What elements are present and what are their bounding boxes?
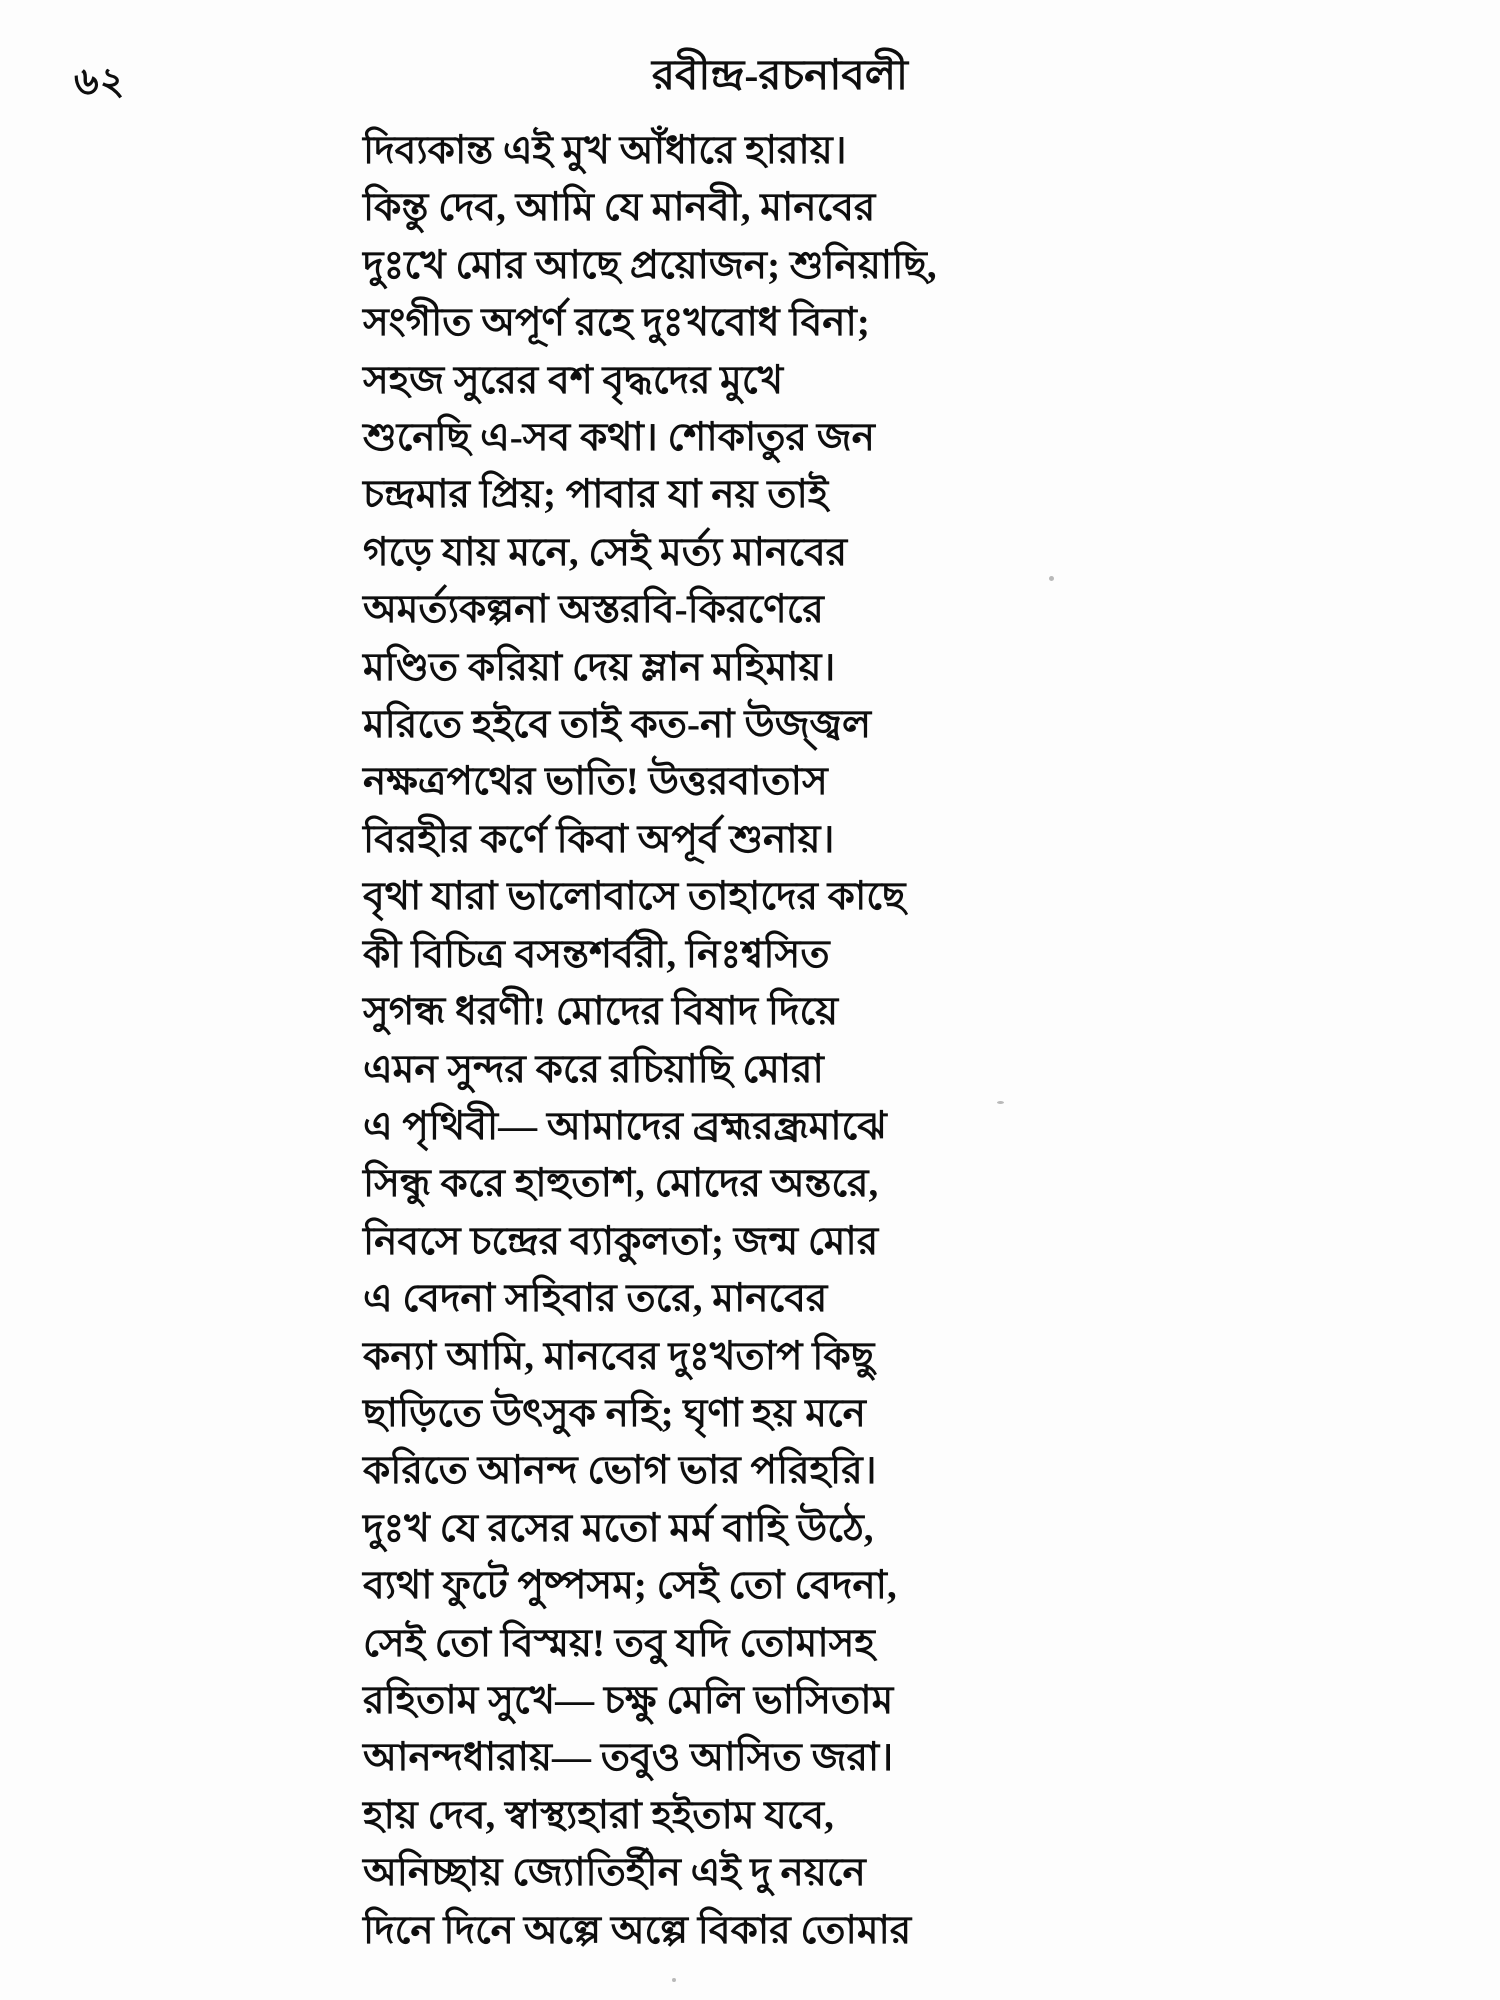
poem-line: ছাড়িতে উৎসুক নহি; ঘৃণা হয় মনে [363, 1391, 866, 1435]
poem-line: সংগীত অপূর্ণ রহে দুঃখবোধ বিনা; [363, 301, 870, 345]
poem-line: দুঃখে মোর আছে প্রয়োজন; শুনিয়াছি, [363, 243, 937, 287]
poem-line: রহিতাম সুখে— চক্ষু মেলি ভাসিতাম [363, 1678, 894, 1722]
poem-line: কিন্তু দেব, আমি যে মানবী, মানবের [363, 186, 876, 230]
poem-line: নিবসে চন্দ্রের ব্যাকুলতা; জন্ম মোর [363, 1219, 879, 1263]
poem-line: সেই তো বিস্ময়! তবু যদি তোমাসহ [363, 1621, 875, 1665]
poem-line: এমন সুন্দর করে রচিয়াছি মোরা [363, 1047, 824, 1091]
page-header [0, 42, 1500, 112]
poem-line: গড়ে যায় মনে, সেই মর্ত্য মানবের [363, 530, 848, 574]
poem-line: কী বিচিত্র বসন্তশর্বরী, নিঃশ্বসিত [363, 932, 830, 976]
poem-line: শুনেছি এ-সব কথা। শোকাতুর জন [363, 416, 875, 460]
poem-line: দুঃখ যে রসের মতো মর্ম বাহি উঠে, [363, 1506, 874, 1550]
scan-speck [997, 1101, 1004, 1104]
poem-line: সুগন্ধ ধরণী! মোদের বিষাদ দিয়ে [363, 990, 839, 1034]
poem-line: সিন্ধু করে হাহুতাশ, মোদের অন্তরে, [363, 1162, 879, 1206]
poem-line: চন্দ্রমার প্রিয়; পাবার যা নয় তাই [363, 473, 829, 517]
poem-line: বিরহীর কর্ণে কিবা অপূর্ব শুনায়। [363, 817, 835, 861]
poem-line: অনিচ্ছায় জ্যোতির্হীন এই দু নয়নে [363, 1851, 866, 1895]
scan-speck [672, 1978, 676, 1982]
poem-line: বৃথা যারা ভালোবাসে তাহাদের কাছে [363, 875, 906, 919]
poem-line: এ পৃথিবী— আমাদের ব্রহ্মরন্ধ্রমাঝে [363, 1104, 887, 1148]
poem-line: মরিতে হইবে তাই কত-না উজ্জ্বল [363, 703, 872, 747]
poem-line: ব্যথা ফুটে পুষ্পসম; সেই তো বেদনা, [363, 1564, 897, 1608]
poem-line: হায় দেব, স্বাস্থ্যহারা হইতাম যবে, [363, 1793, 834, 1837]
poem-line: দিব্যকান্ত এই মুখ আঁধারে হারায়। [363, 129, 847, 172]
poem-line: সহজ সুরের বশ বৃদ্ধদের মুখে [363, 358, 784, 402]
poem-line: করিতে আনন্দ ভোগ ভার পরিহরি। [363, 1449, 877, 1493]
poem-line: দিনে দিনে অল্পে অল্পে বিকার তোমার [363, 1908, 912, 1952]
poem-line: অমর্ত্যকল্পনা অস্তরবি-কিরণেরে [363, 588, 824, 632]
poem-line: এ বেদনা সহিবার তরে, মানবের [363, 1277, 828, 1321]
poem-line: নক্ষত্রপথের ভাতি! উত্তরবাতাস [363, 760, 828, 804]
running-head-title: রবীন্দ্র-রচনাবলী [651, 53, 909, 99]
page-number: ৬২ [74, 61, 126, 103]
poem-line: মণ্ডিত করিয়া দেয় ম্লান মহিমায়। [363, 645, 836, 689]
poem-text-block [363, 122, 1123, 1959]
poem-line: আনন্দধারায়— তবুও আসিত জরা। [363, 1736, 894, 1780]
poem-line: কন্যা আমি, মানবের দুঃখতাপ কিছু [363, 1334, 875, 1378]
scan-speck [1049, 576, 1054, 581]
